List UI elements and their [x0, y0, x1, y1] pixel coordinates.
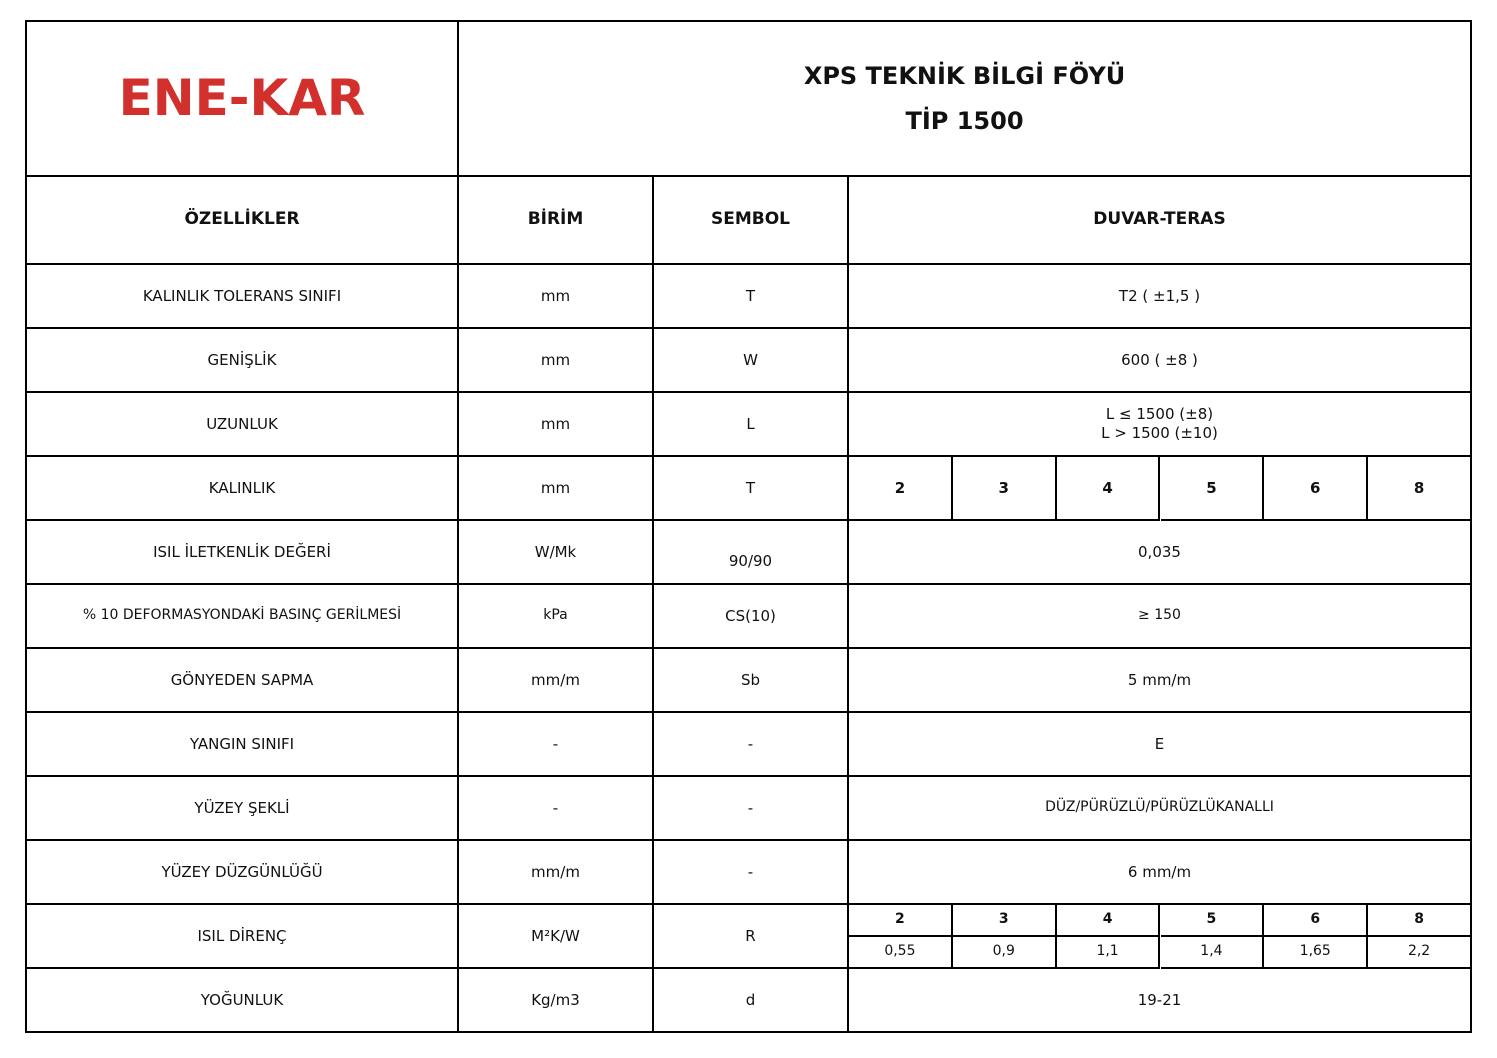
unit-fire-class: -: [459, 713, 654, 777]
unit-thermal-resistance: M²K/W: [459, 905, 654, 969]
title-line-2: TİP 1500: [905, 106, 1024, 135]
property-density: YOĞUNLUK: [25, 969, 459, 1033]
symbol-density: d: [654, 969, 849, 1033]
unit-thickness: mm: [459, 457, 654, 521]
unit-width: mm: [459, 329, 654, 393]
unit-squareness: mm/m: [459, 649, 654, 713]
header-symbol: SEMBOL: [654, 177, 849, 265]
symbol-compressive-stress: CS(10): [654, 585, 849, 649]
property-compressive-stress: % 10 DEFORMASYONDAKİ BASINÇ GERİLMESİ: [25, 585, 459, 649]
property-fire-class: YANGIN SINIFI: [25, 713, 459, 777]
value-length: [849, 393, 1472, 457]
symbol-surface-shape: -: [654, 777, 849, 841]
unit-density: Kg/m3: [459, 969, 654, 1033]
value-density: 19-21: [849, 969, 1472, 1033]
value-line-1: L ≤ 1500 (±8): [1105, 405, 1214, 424]
property-surface-shape: YÜZEY ŞEKLİ: [25, 777, 459, 841]
value-line-2: L > 1500 (±10): [1101, 424, 1218, 442]
unit-compressive-stress: kPa: [459, 585, 654, 649]
document-title: [459, 20, 1472, 177]
value-squareness: 5 mm/m: [849, 649, 1472, 713]
symbol-flatness: -: [654, 841, 849, 905]
thickness-value: 8: [1368, 457, 1472, 521]
property-thermal-conductivity: ISIL İLETKENLİK DEĞERİ: [25, 521, 459, 585]
resistance-thickness: 2: [849, 905, 953, 937]
resistance-thickness: 3: [953, 905, 1057, 937]
title-line-1: XPS TEKNİK BİLGİ FÖYÜ: [803, 61, 1126, 90]
resistance-value: 2,2: [1368, 937, 1472, 969]
symbol-length: L: [654, 393, 849, 457]
header-properties: ÖZELLİKLER: [25, 177, 459, 265]
thickness-value: 2: [849, 457, 953, 521]
resistance-thickness: 5: [1161, 905, 1265, 937]
symbol-thermal-conductivity: 90/90: [654, 521, 849, 585]
property-thermal-resistance: ISIL DİRENÇ: [25, 905, 459, 969]
resistance-value: 1,1: [1057, 937, 1161, 969]
property-length: UZUNLUK: [25, 393, 459, 457]
resistance-thickness: 4: [1057, 905, 1161, 937]
unit-surface-shape: -: [459, 777, 654, 841]
header-unit: BİRİM: [459, 177, 654, 265]
unit-thickness-tolerance: mm: [459, 265, 654, 329]
symbol-thickness: T: [654, 457, 849, 521]
property-flatness: YÜZEY DÜZGÜNLÜĞÜ: [25, 841, 459, 905]
resistance-thickness: 8: [1368, 905, 1472, 937]
unit-length: mm: [459, 393, 654, 457]
resistance-value: 0,9: [953, 937, 1057, 969]
symbol-width: W: [654, 329, 849, 393]
resistance-thickness: 6: [1264, 905, 1368, 937]
property-thickness: KALINLIK: [25, 457, 459, 521]
value-surface-shape: DÜZ/PÜRÜZLÜ/PÜRÜZLÜKANALLI: [849, 777, 1472, 841]
property-squareness: GÖNYEDEN SAPMA: [25, 649, 459, 713]
value-thermal-conductivity: 0,035: [849, 521, 1472, 585]
resistance-value: 0,55: [849, 937, 953, 969]
resistance-value: 1,4: [1161, 937, 1265, 969]
property-width: GENİŞLİK: [25, 329, 459, 393]
unit-thermal-conductivity: W/Mk: [459, 521, 654, 585]
header-duvar-teras: DUVAR-TERAS: [849, 177, 1472, 265]
thickness-value: 4: [1057, 457, 1161, 521]
symbol-thickness-tolerance: T: [654, 265, 849, 329]
value-fire-class: E: [849, 713, 1472, 777]
resistance-value: 1,65: [1264, 937, 1368, 969]
value-width: 600 ( ±8 ): [849, 329, 1472, 393]
thickness-value: 6: [1264, 457, 1368, 521]
symbol-fire-class: -: [654, 713, 849, 777]
company-logo: ENE-KAR: [25, 20, 459, 177]
value-compressive-stress: ≥ 150: [849, 585, 1472, 649]
technical-data-sheet: [25, 20, 1472, 1033]
unit-flatness: mm/m: [459, 841, 654, 905]
symbol-thermal-resistance: R: [654, 905, 849, 969]
thickness-value: 3: [953, 457, 1057, 521]
symbol-squareness: Sb: [654, 649, 849, 713]
property-thickness-tolerance: KALINLIK TOLERANS SINIFI: [25, 265, 459, 329]
thickness-value: 5: [1161, 457, 1265, 521]
value-flatness: 6 mm/m: [849, 841, 1472, 905]
value-thickness-tolerance: T2 ( ±1,5 ): [849, 265, 1472, 329]
